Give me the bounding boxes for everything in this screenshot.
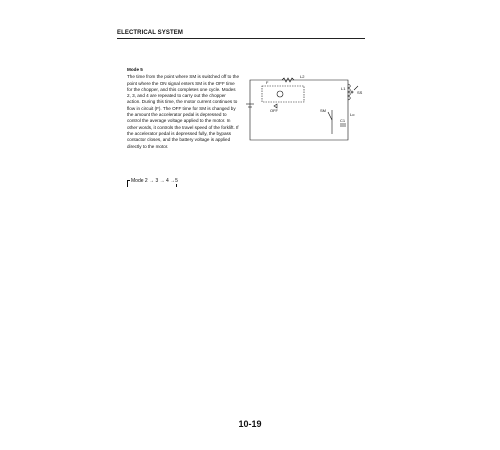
label-l2: L2 xyxy=(300,74,305,79)
label-lo: Lo xyxy=(350,112,355,117)
page-number: 10-19 xyxy=(238,419,262,429)
label-c1: C1 xyxy=(340,118,346,123)
section-title: Mode 5 xyxy=(127,67,143,72)
label-off: OFF xyxy=(270,108,278,113)
header-rule xyxy=(117,38,365,39)
label-ss: SS xyxy=(357,90,363,95)
chopper-circuit-diagram xyxy=(244,72,364,157)
label-sm: SM xyxy=(320,108,326,113)
circuit-outer-loop xyxy=(250,80,348,140)
mode-section xyxy=(127,67,239,150)
label-f: F xyxy=(266,80,269,85)
section-body: The time from the point where SM is switched off to the point where the ON signal enters SM is the OFF time for the chopper, and this completes one cycle. Modes 2, 3, and 4 are repeated to carry out the chopper action. During this time, the motor current continues to flow in circuit (F). The OFF time for SM is changed by the amount the accelerator pedal is depressed to control the average voltage applied to the motor. In other words, it controls the travel speed of the forklift. If the accelerator pedal is depressed fully, the bypass contactor closes, and the battery voltage is applied directly to the motor. xyxy=(127,74,240,149)
mode-sequence xyxy=(127,178,176,184)
header-title: ELECTRICAL SYSTEM xyxy=(117,30,183,36)
coil-l1 xyxy=(348,84,350,100)
motor-symbol xyxy=(277,91,283,97)
switch-sm xyxy=(328,112,332,120)
label-l1: L1 xyxy=(341,86,346,91)
sequence-text: Mode 2 → 3 → 4 →5 xyxy=(131,178,178,184)
